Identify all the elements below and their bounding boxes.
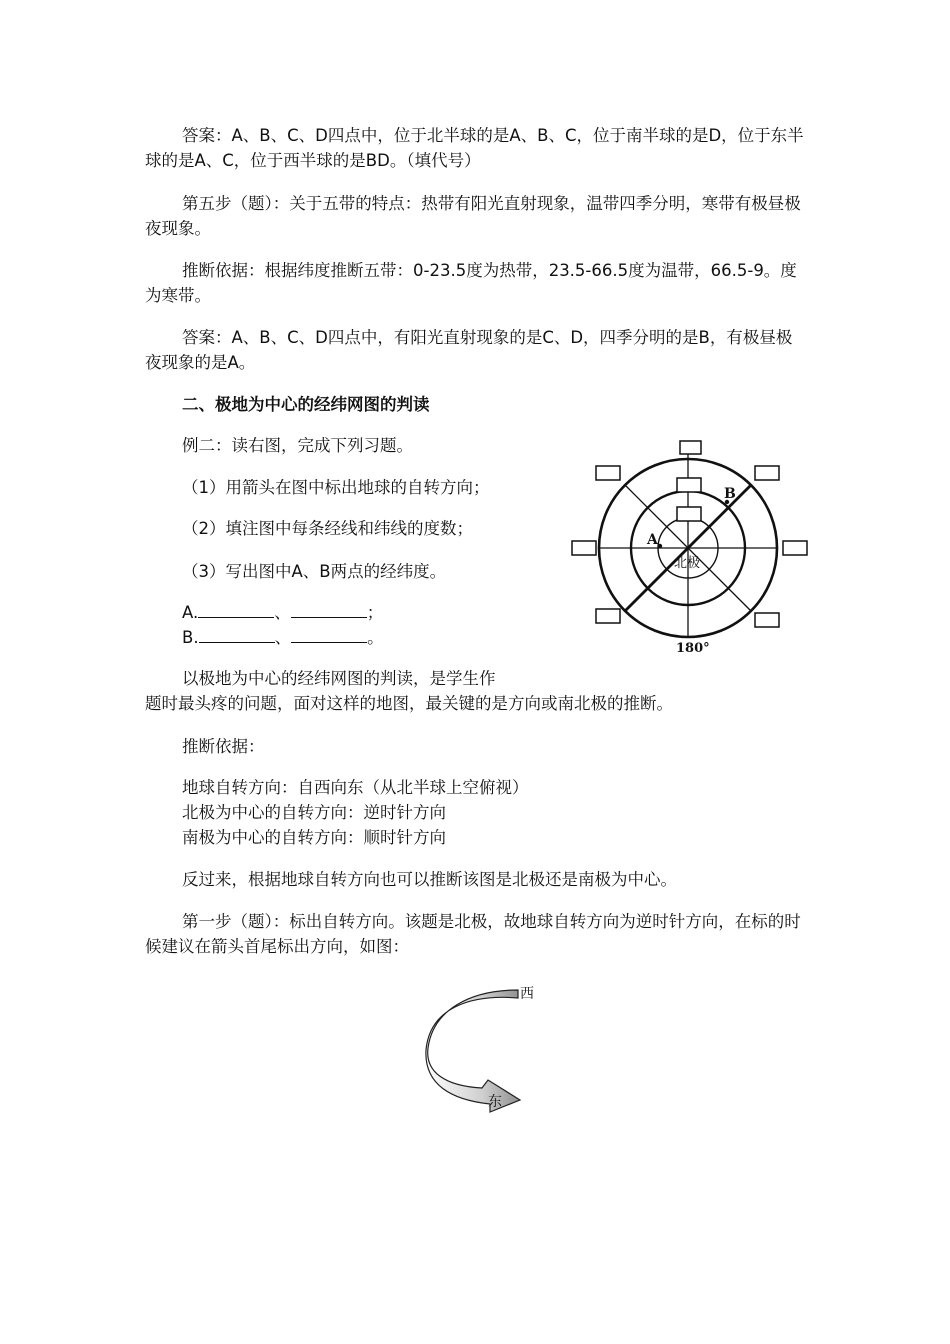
blank-b-longitude[interactable]: [291, 626, 367, 643]
meridian-180-label: 180°: [676, 641, 710, 656]
answer-paragraph-2: 答案：A、B、C、D四点中，有阳光直射现象的是C、D，四季分明的是B，有极昼极夜现象的是A。: [145, 328, 793, 372]
label-box-left: [572, 541, 596, 555]
label-box-bottom-right: [755, 613, 779, 627]
east-label: 东: [488, 1094, 502, 1110]
question-1: （1）用箭头在图中标出地球的自转方向；: [182, 478, 490, 497]
label-box-top-left: [596, 466, 620, 480]
label-box-top-right: [755, 466, 779, 480]
label-box-bottom-left: [596, 609, 620, 623]
rotation-arrow-diagram: [420, 980, 550, 1115]
example-2-intro: 例二：读右图，完成下列习题。: [182, 436, 413, 455]
blank-a-end: ；: [366, 603, 384, 622]
answer-blank-b: [182, 625, 384, 650]
curved-arrow-icon: [426, 990, 520, 1112]
point-a-label: A: [647, 532, 658, 548]
basis-heading: 推断依据：: [182, 737, 265, 756]
blank-b-latitude[interactable]: [199, 626, 275, 643]
label-box-top: [680, 441, 701, 454]
blank-a-prefix: A.: [182, 603, 199, 622]
reverse-inference-paragraph: 反过来，根据地球自转方向也可以推断该图是北极还是南极为中心。: [182, 870, 677, 889]
question-2: （2）填注图中每条经线和纬线的度数；: [182, 519, 473, 538]
point-b-label: B: [724, 486, 736, 502]
north-pole-label: 北极: [674, 556, 701, 571]
point-a-dot: [658, 544, 662, 548]
label-box-lat-middle: [677, 507, 701, 521]
label-box-right: [783, 541, 807, 555]
basis-paragraph-zones: 推断依据：根据纬度推断五带：0-23.5度为热带，23.5-66.5度为温带，66.5-9。度为寒带。: [145, 261, 797, 305]
polar-graticule-diagram: [565, 438, 815, 658]
blank-a-longitude[interactable]: [291, 601, 367, 618]
polar-judgement-line-1: 以极地为中心的经纬网图的判读，是学生作: [182, 669, 496, 688]
blank-a-latitude[interactable]: [198, 601, 274, 618]
step-one-paragraph: 第一步（题）：标出自转方向。该题是北极，故地球自转方向为逆时针方向，在标的时候建议在箭头首尾标出方向，如图：: [145, 912, 801, 956]
step-five-paragraph: 第五步（题）：关于五带的特点：热带有阳光直射现象，温带四季分明，寒带有极昼极夜现象。: [145, 194, 801, 238]
section-heading-2: 二、极地为中心的经纬网图的判读: [182, 395, 430, 414]
rotation-rule-1: 地球自转方向：自西向东（从北半球上空俯视）: [182, 778, 529, 797]
rotation-rule-3: 南极为中心的自转方向：顺时针方向: [182, 828, 446, 847]
blank-b-separator: 、: [274, 628, 292, 647]
west-label: 西: [520, 986, 534, 1002]
blank-b-end: 。: [367, 628, 384, 647]
question-3: （3）写出图中A、B两点的经纬度。: [182, 562, 447, 581]
answer-paragraph-1: 答案：A、B、C、D四点中，位于北半球的是A、B、C，位于南半球的是D，位于东半球的是A、C，位于西半球的是BD。（填代号）: [145, 126, 804, 170]
blank-a-separator: 、: [274, 603, 291, 622]
label-box-lat-outer: [677, 478, 701, 492]
answer-blank-a: [182, 600, 383, 625]
polar-judgement-line-2: 题时最头疼的问题，面对这样的地图，最关键的是方向或南北极的推断。: [145, 694, 673, 713]
rotation-rule-2: 北极为中心的自转方向：逆时针方向: [182, 803, 446, 822]
blank-b-prefix: B.: [182, 628, 199, 647]
